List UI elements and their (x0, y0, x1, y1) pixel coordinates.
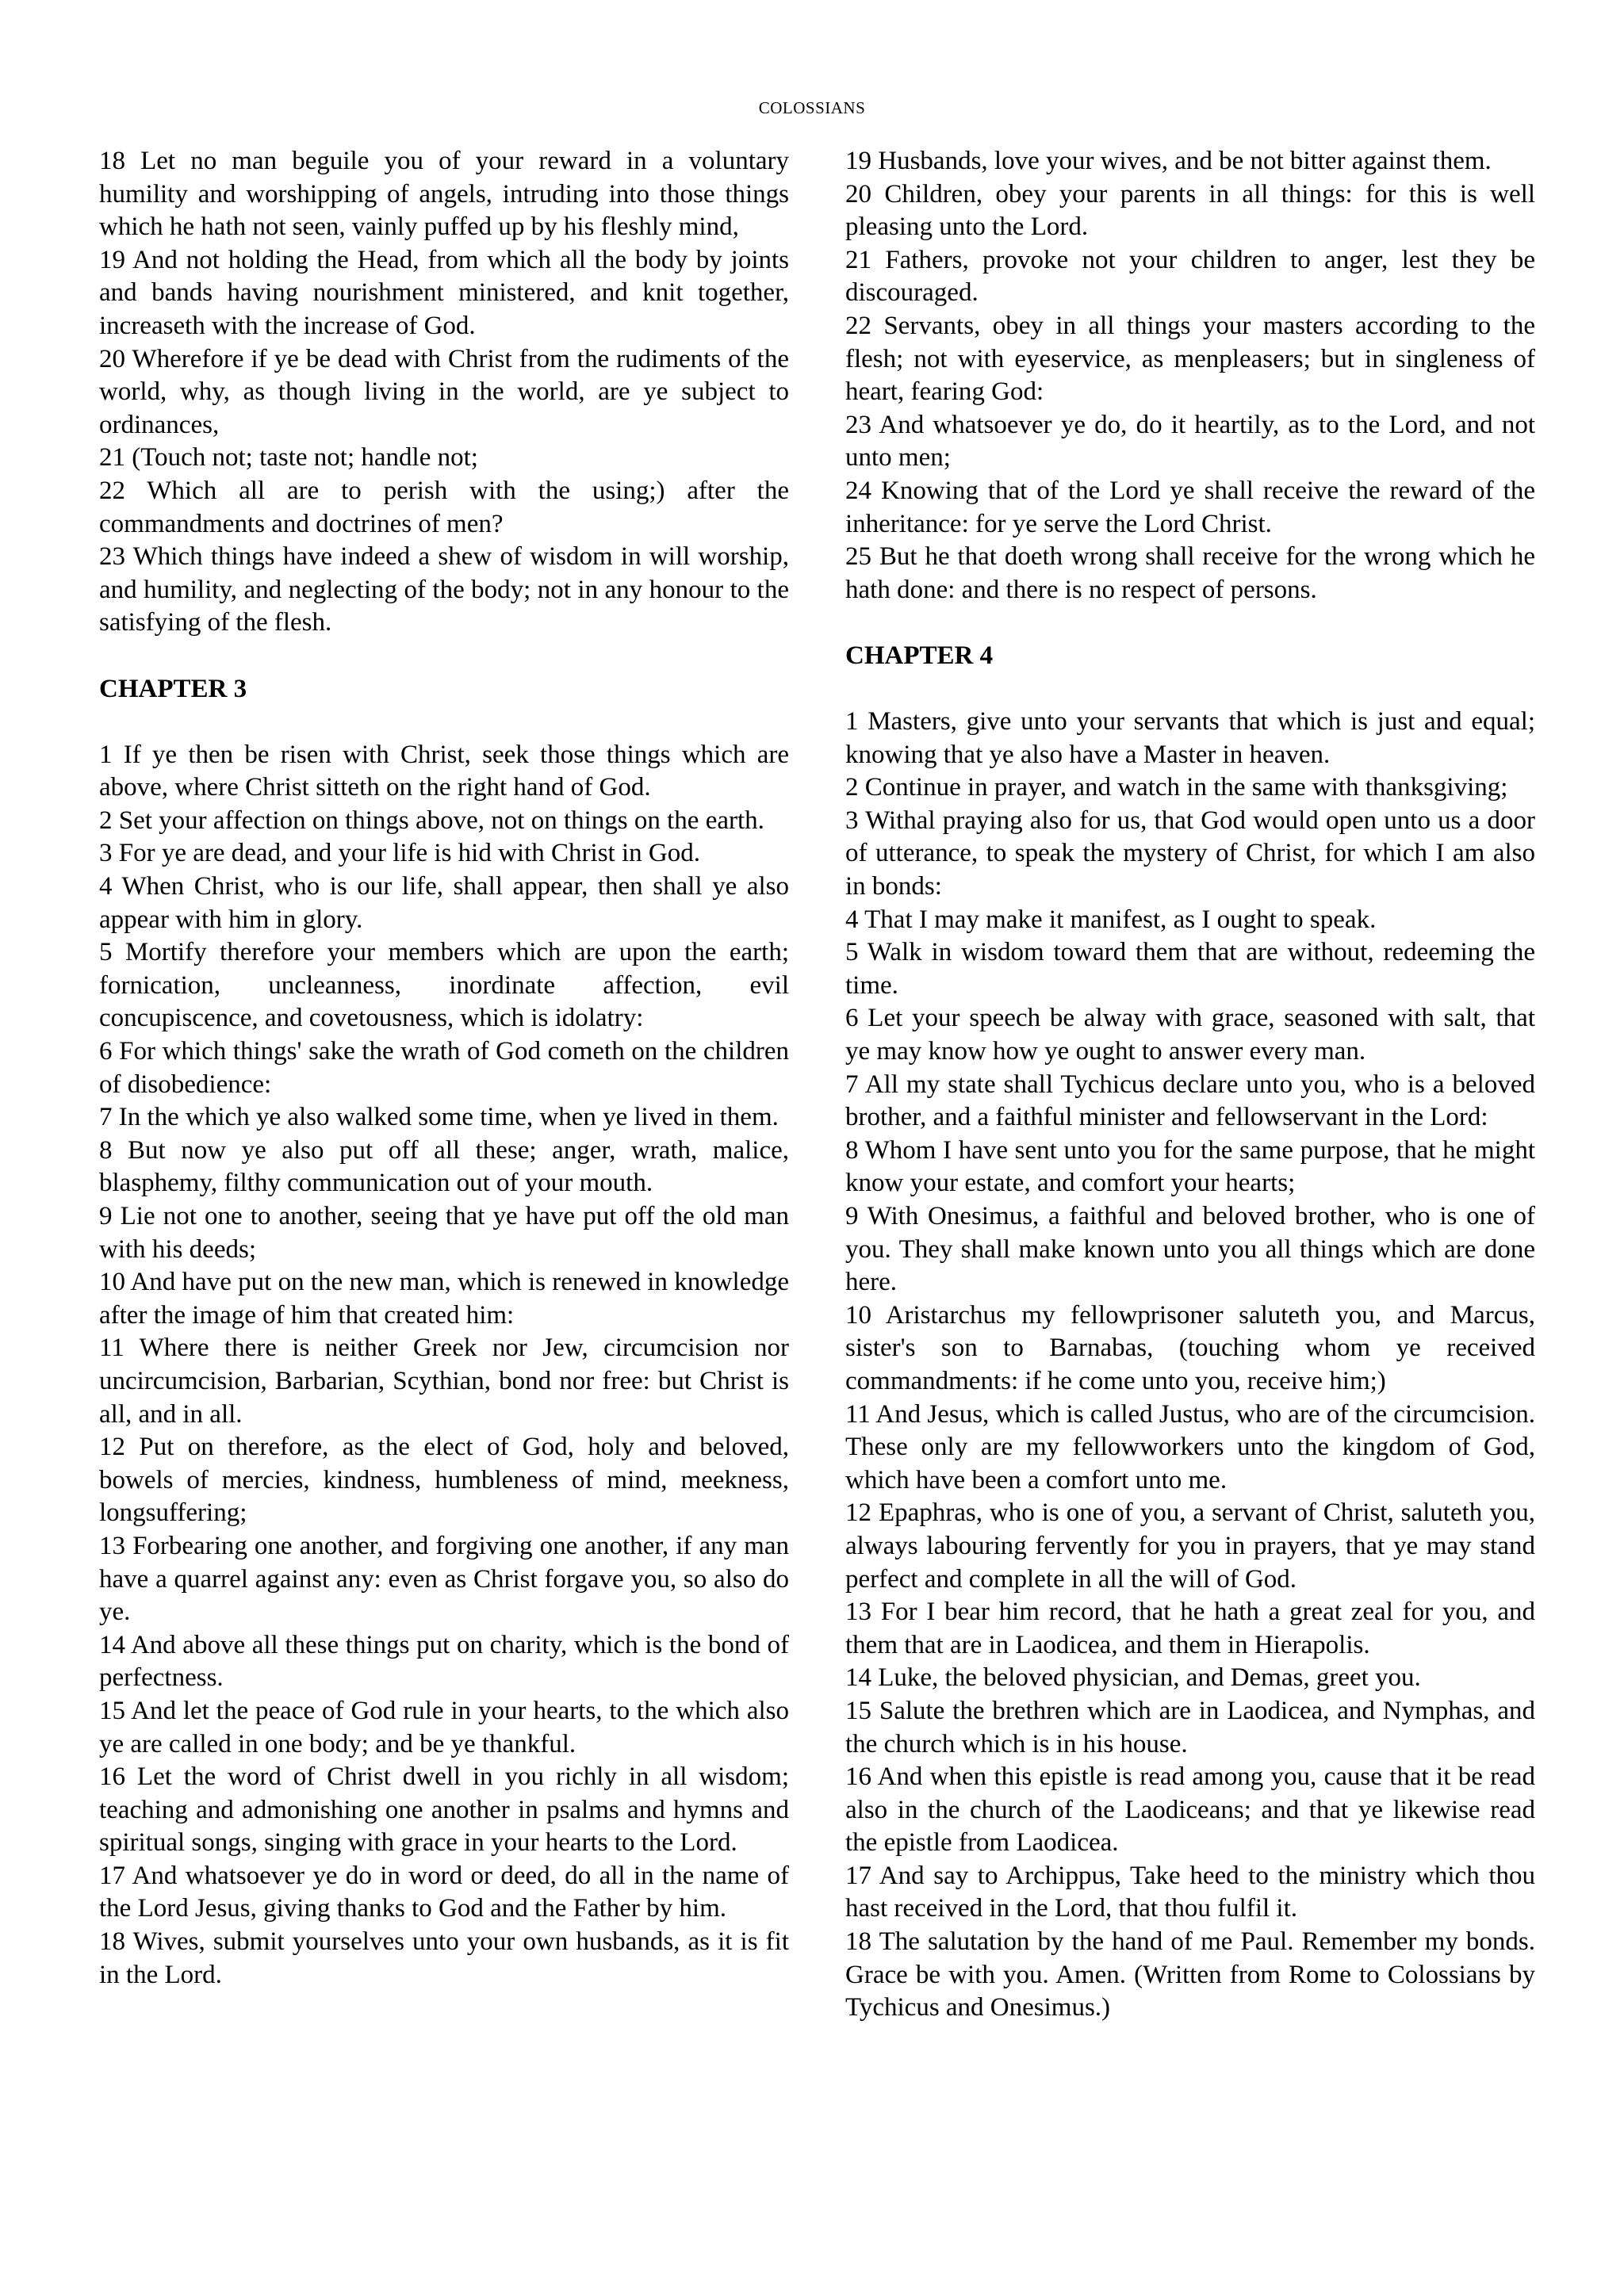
left-verses-before (99, 145, 789, 640)
verse: 14 And above all these things put on charity, which is the bond of perfectness. (99, 1630, 789, 1693)
verse: 19 And not holding the Head, from which all the body by joints and bands having nourishment ministered, and knit together, increaseth with the increase of God. (99, 245, 789, 340)
verse: 16 And when this epistle is read among you, cause that it be read also in the church of the Laodiceans; and that ye likewise read the epistle from Laodicea. (845, 1762, 1535, 1858)
verse: 22 Which all are to perish with the using;) after the commandments and doctrines of men? (99, 476, 789, 538)
verse: 4 When Christ, who is our life, shall appear, then shall ye also appear with him in glory. (99, 872, 789, 934)
verse: 20 Wherefore if ye be dead with Christ from the rudiments of the world, why, as though living in the world, are ye subject to ordinances, (99, 344, 789, 439)
verse: 10 And have put on the new man, which is renewed in knowledge after the image of him that created him: (99, 1268, 789, 1330)
verse: 19 Husbands, love your wives, and be not bitter against them. (845, 147, 1492, 175)
verse: 4 That I may make it manifest, as I ought to speak. (845, 905, 1377, 934)
verse: 18 The salutation by the hand of me Paul. Remember my bonds. Grace be with you. Amen. (Written from Rome to Colossians by Tychicus and Onesimus.) (845, 1927, 1535, 2022)
verse: 23 Which things have indeed a shew of wisdom in will worship, and humility, and neglecting of the body; not in any honour to the satisfying of the flesh. (99, 542, 789, 637)
right-verses-after (845, 706, 1535, 2025)
chapter-heading: CHAPTER 3 (99, 674, 247, 703)
verse: 1 Masters, give unto your servants that which is just and equal; knowing that ye also have a Master in heaven. (845, 707, 1535, 769)
verse: 9 Lie not one to another, seeing that ye have put off the old man with his deeds; (99, 1202, 789, 1264)
verse: 15 Salute the brethren which are in Laodicea, and Nymphas, and the church which is in his house. (845, 1696, 1535, 1758)
running-head: COLOSSIANS (758, 98, 866, 117)
verse: 23 And whatsoever ye do, do it heartily, as to the Lord, and not unto men; (845, 410, 1535, 473)
verse: 5 Walk in wisdom toward them that are without, redeeming the time. (845, 938, 1535, 1000)
verse: 10 Aristarchus my fellowprisoner saluteth you, and Marcus, sister's son to Barnabas, (touching whom ye received commandments: if he come unto you, receive him;) (845, 1300, 1535, 1395)
verse: 14 Luke, the beloved physician, and Demas, greet you. (845, 1663, 1421, 1693)
verse: 1 If ye then be risen with Christ, seek those things which are above, where Christ sitteth on the right hand of God. (99, 740, 789, 802)
verse: 6 For which things' sake the wrath of God cometh on the children of disobedience: (99, 1037, 789, 1099)
left-verses-after (99, 739, 789, 1992)
verse: 13 For I bear him record, that he hath a great zeal for you, and them that are in Laodicea, and them in Hierapolis. (845, 1598, 1535, 1659)
verse: 11 Where there is neither Greek nor Jew, circumcision nor uncircumcision, Barbarian, Scythian, bond nor free: but Christ is all, and in all. (99, 1334, 789, 1429)
verse: 3 Withal praying also for us, that God would open unto us a door of utterance, to speak the mystery of Christ, for which I am also in bonds: (845, 806, 1535, 901)
chapter-heading: CHAPTER 4 (845, 641, 994, 670)
verse: 5 Mortify therefore your members which are upon the earth; fornication, uncleanness, inordinate affection, evil concupiscence, and covetousness, which is idolatry: (99, 938, 789, 1033)
right-column (845, 145, 1535, 2025)
verse: 21 (Touch not; taste not; handle not; (99, 443, 478, 473)
verse: 7 All my state shall Tychicus declare unto you, who is a beloved brother, and a faithful minister and fellowservant in the Lord: (845, 1070, 1535, 1132)
verse: 12 Epaphras, who is one of you, a servant of Christ, saluteth you, always labouring fervently for you in prayers, that ye may stand perfect and complete in all the will of God. (845, 1498, 1535, 1594)
left-column (99, 145, 789, 1992)
verse: 21 Fathers, provoke not your children to anger, lest they be discouraged. (845, 245, 1535, 308)
verse: 15 And let the peace of God rule in your hearts, to the which also ye are called in one body; and be ye thankful. (99, 1696, 789, 1758)
verse: 16 Let the word of Christ dwell in you richly in all wisdom; teaching and admonishing one another in psalms and hymns and spiritual songs, singing with grace in your hearts to the Lord. (99, 1762, 789, 1858)
verse: 12 Put on therefore, as the elect of God, holy and beloved, bowels of mercies, kindness, humbleness of mind, meekness, longsuffering; (99, 1433, 789, 1528)
verse: 18 Wives, submit yourselves unto your own husbands, as it is fit in the Lord. (99, 1927, 789, 1989)
verse: 6 Let your speech be alway with grace, seasoned with salt, that ye may know how ye ought to answer every man. (845, 1004, 1535, 1066)
verse: 20 Children, obey your parents in all things: for this is well pleasing unto the Lord. (845, 179, 1535, 242)
verse: 2 Continue in prayer, and watch in the same with thanksgiving; (845, 773, 1508, 802)
right-verses-before (845, 145, 1535, 607)
verse: 3 For ye are dead, and your life is hid with Christ in God. (99, 839, 700, 868)
verse: 2 Set your affection on things above, not on things on the earth. (99, 806, 764, 835)
verse: 17 And whatsoever ye do in word or deed, do all in the name of the Lord Jesus, giving thanks to God and the Father by him. (99, 1861, 789, 1923)
verse: 18 Let no man beguile you of your reward in a voluntary humility and worshipping of angels, intruding into those things which he hath not seen, vainly puffed up by his fleshly mind, (99, 147, 789, 242)
verse: 25 But he that doeth wrong shall receive for the wrong which he hath done: and there is no respect of persons. (845, 542, 1535, 604)
verse: 8 Whom I have sent unto you for the same purpose, that he might know your estate, and comfort your hearts; (845, 1135, 1535, 1198)
verse: 22 Servants, obey in all things your masters according to the flesh; not with eyeservice, as menpleasers; but in singleness of heart, fearing God: (845, 311, 1535, 407)
verse: 9 With Onesimus, a faithful and beloved brother, who is one of you. They shall make known unto you all things which are done here. (845, 1202, 1535, 1297)
verse: 13 Forbearing one another, and forgiving one another, if any man have a quarrel against any: even as Christ forgave you, so also do ye. (99, 1531, 789, 1627)
verse: 11 And Jesus, which is called Justus, who are of the circumcision. These only are my fellowworkers unto the kingdom of God, which have been a comfort unto me. (845, 1399, 1535, 1494)
verse: 7 In the which ye also walked some time, when ye lived in them. (99, 1103, 779, 1132)
verse: 24 Knowing that of the Lord ye shall receive the reward of the inheritance: for ye serve the Lord Christ. (845, 476, 1535, 538)
verse: 17 And say to Archippus, Take heed to the ministry which thou hast received in the Lord, that thou fulfil it. (845, 1861, 1535, 1923)
verse: 8 But now ye also put off all these; anger, wrath, malice, blasphemy, filthy communication out of your mouth. (99, 1135, 789, 1198)
